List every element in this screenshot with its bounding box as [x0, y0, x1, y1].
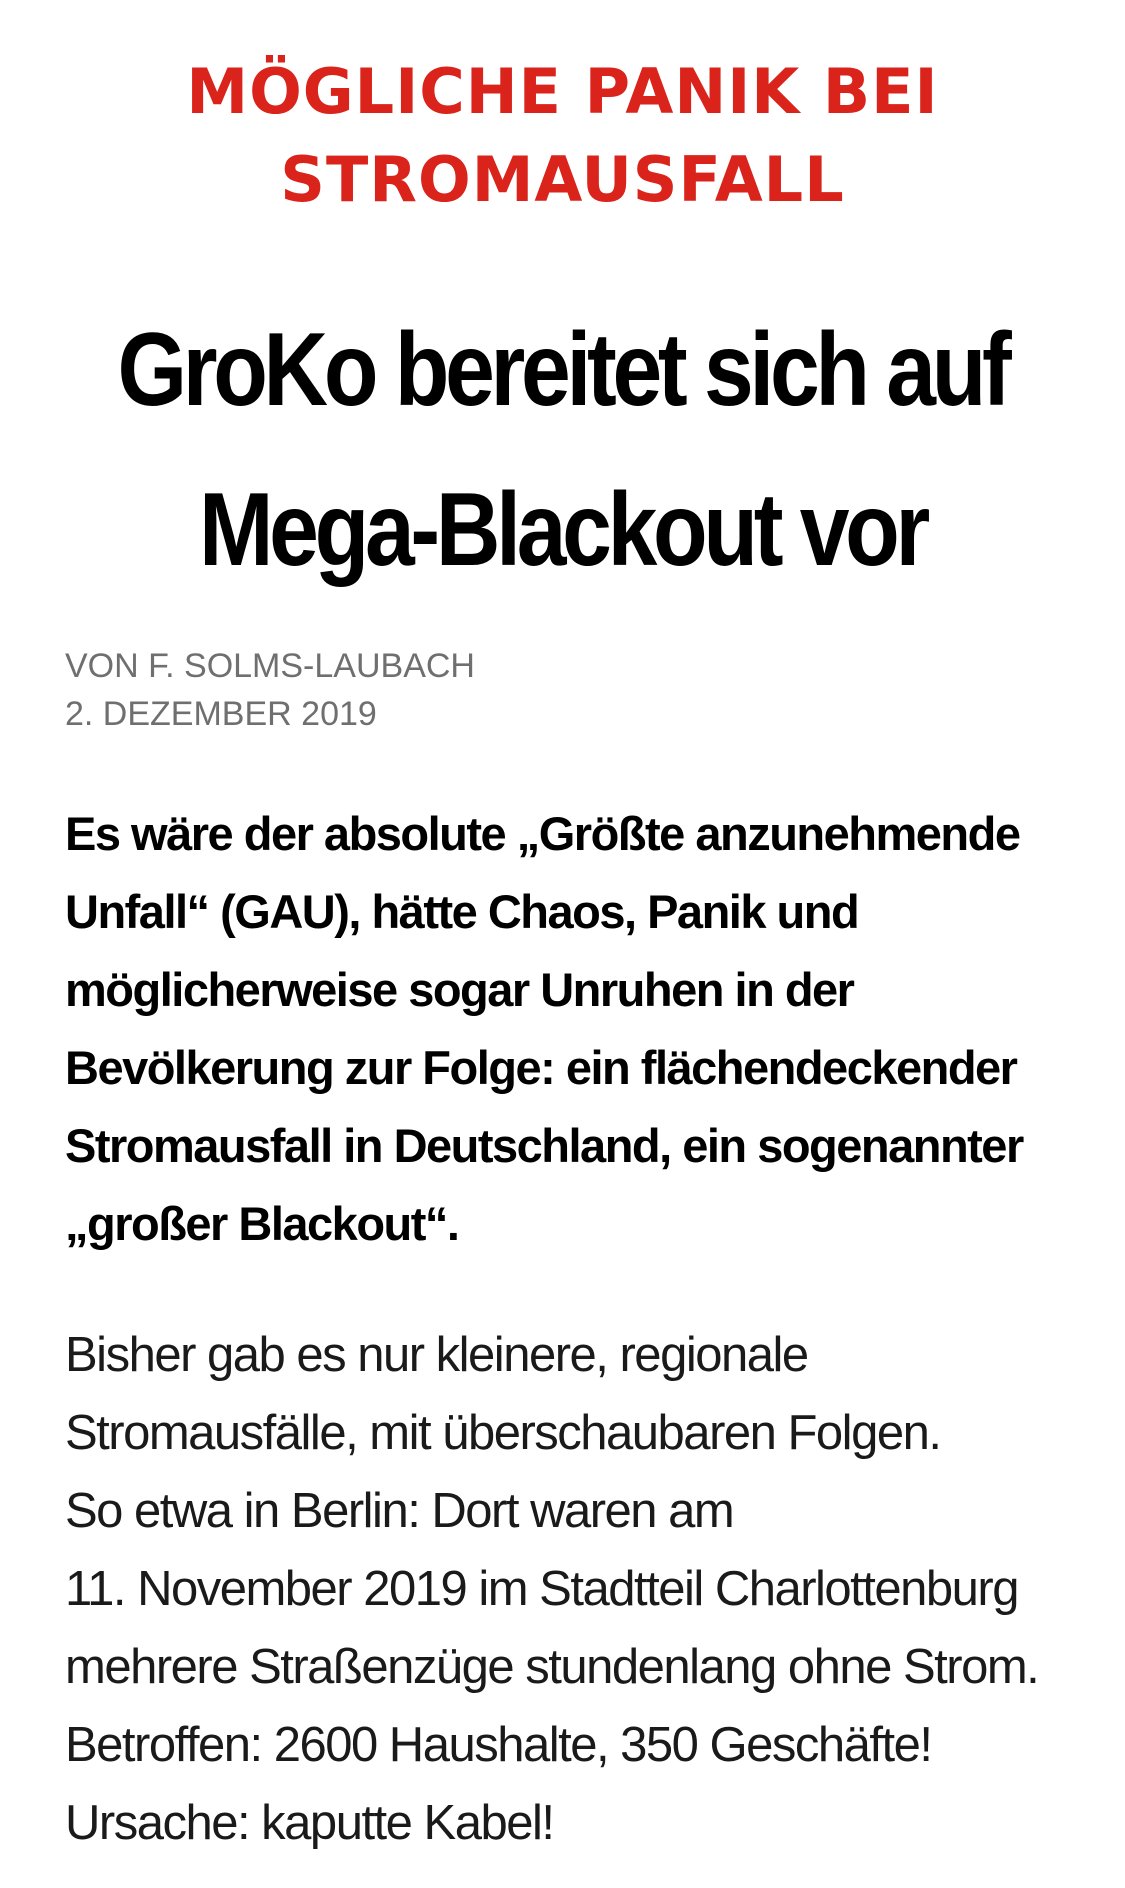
article-headline [79, 290, 1047, 610]
body-line: Stromausfälle, mit überschaubaren Folgen. [65, 1406, 941, 1460]
body-line: 11. November 2019 im Stadtteil Charlottenburg [65, 1562, 1018, 1616]
headline-line: Mega-Blackout vor [198, 472, 927, 588]
body-line: Ursache: kaputte Kabel! [65, 1796, 554, 1850]
article-lead [65, 795, 1085, 1263]
article-byline [65, 642, 475, 738]
body-line: mehrere Straßenzüge stundenlang ohne Strom. [65, 1640, 1039, 1694]
author-name[interactable]: VON F. SOLMS-LAUBACH [65, 647, 475, 685]
body-line: So etwa in Berlin: Dort waren am [65, 1484, 734, 1538]
lead-line: Stromausfall in Deutschland, ein sogenannter [65, 1119, 1023, 1172]
kicker-line: MÖGLICHE PANIK BEI [186, 55, 939, 128]
article-kicker [0, 48, 1125, 224]
lead-line: Bevölkerung zur Folge: ein flächendeckender [65, 1041, 1017, 1094]
article-body [65, 1316, 1105, 1862]
body-line: Betroffen: 2600 Haushalte, 350 Geschäfte! [65, 1718, 932, 1772]
publish-date: 2. DEZEMBER 2019 [65, 695, 377, 733]
body-line: Bisher gab es nur kleinere, regionale [65, 1328, 808, 1382]
lead-line: möglicherweise sogar Unruhen in der [65, 963, 854, 1016]
lead-line: Unfall“ (GAU), hätte Chaos, Panik und [65, 885, 859, 938]
lead-line: „großer Blackout“. [65, 1197, 459, 1250]
lead-line: Es wäre der absolute „Größte anzunehmende [65, 807, 1020, 860]
kicker-line: STROMAUSFALL [280, 143, 845, 216]
headline-line: GroKo bereitet sich auf [117, 312, 1008, 428]
